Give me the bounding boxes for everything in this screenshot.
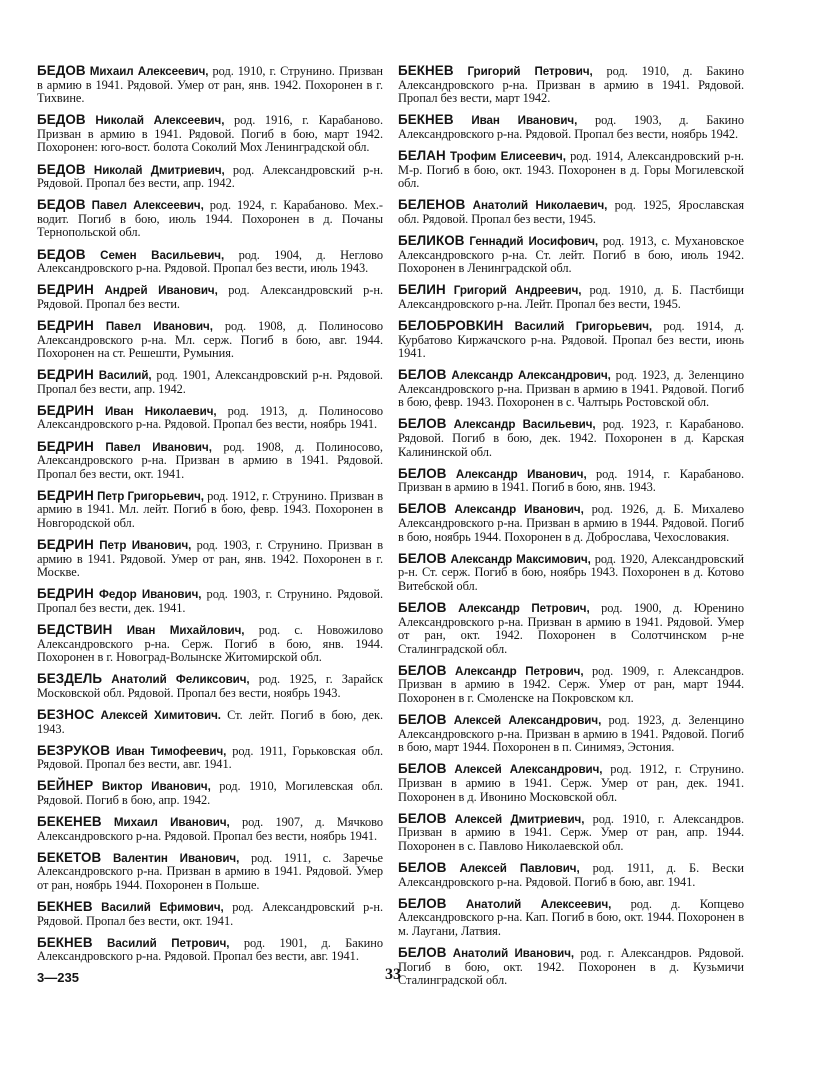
entry-surname: БЕЛОВ [398,465,447,481]
entry-details: род. 1920, Александровский р-н. Ст. серж. Погиб в бою, ноябрь 1943. Похоронен в д. Котово Витебской обл. [398,551,744,593]
entry-surname: БЕЛОВ [398,860,447,875]
entry-details: род. Александровский р-н. Рядовой. Пропал без вести, апр. 1942. [37,162,383,191]
entry-surname: БЕКЕТОВ [37,849,102,865]
entry-surname: БЕДОВ [37,246,86,262]
biography-entry [37,319,383,361]
entry-given-name: Василий Григорьевич, [514,319,653,333]
entry-details: род. Александровский р-н. Рядовой. Пропал без вести, окт. 1941. [37,900,383,928]
entry-given-name: Павел Иванович, [105,440,212,454]
right-column [398,64,744,995]
biography-entry [37,163,383,191]
biography-entry [398,64,744,106]
biography-entry [398,762,744,804]
biography-entry [398,149,744,191]
entry-details: род. 1924, г. Карабаново. Мех.-водит. Погиб в бою, июль 1944. Похоронен в д. Почаны Тернопольской обл. [37,198,384,240]
entry-surname: БЕЛОВ [398,600,447,615]
entry-given-name: Алексей Павлович, [459,862,580,875]
entry-surname: БЕКНЕВ [398,112,454,128]
entry-surname: БЕКНЕВ [398,63,454,78]
entry-details: род. 1901, д. Бакино Александровского р-на. Рядовой. Пропал без вести, авг. 1941. [37,935,383,964]
biography-entry [37,672,383,700]
biography-entry [398,502,744,544]
entry-surname: БЕЛОВ [398,761,447,777]
entry-surname: БЕЗНОС [37,707,95,723]
entry-details: род. 1908, д. Полиносово Александровского р-на. Мл. серж. Погиб в бою, авг. 1944. Похоронен на ст. Решешти, Румыния. [37,318,383,361]
entry-surname: БЕЙНЕР [37,778,94,794]
biography-entry [37,538,383,580]
entry-details: род. 1910, г. Александров. Призван в армию в 1941. Серж. Умер от ран, апр. 1944. Похоронен в с. Павлово Николаевской обл. [398,811,744,853]
biography-entry [37,708,383,736]
entry-surname: БЕДРИН [37,402,94,418]
biography-entry [37,779,383,807]
entry-surname: БЕДРИН [37,282,94,298]
entry-surname: БЕДРИН [37,537,94,553]
entry-surname: БЕДОВ [37,161,86,177]
entry-surname: БЕЛЕНОВ [398,197,466,213]
entry-surname: БЕЛОВ [398,895,447,911]
entry-given-name: Александр Иванович, [455,467,587,481]
biography-entry [398,812,744,854]
entry-given-name: Павел Алексеевич, [91,199,204,213]
entry-given-name: Александр Васильевич, [453,418,596,432]
entry-surname: БЕЛИН [398,282,446,298]
biography-entry [37,368,383,396]
entry-details: род. 1909, г. Александров. Призван в армию в 1942. Серж. Умер от ран, март 1944. Похоронен в г. Смоленске на Покровском кл. [398,663,744,706]
entry-surname: БЕДРИН [37,487,94,503]
entry-given-name: Семен Васильевич, [100,248,225,262]
entry-given-name: Алексей Дмитриевич, [454,812,585,826]
entry-surname: БЕКНЕВ [37,934,93,950]
entry-details: род. 1901, Александровский р-н. Рядовой. Пропал без вести, апр. 1942. [37,368,383,396]
biography-entry [398,601,744,656]
signature-code: 3—235 [37,970,79,985]
left-column [37,64,383,971]
entry-surname: БЕЛАН [398,147,446,163]
entry-surname: БЕЛОВ [398,662,447,678]
biography-entry [398,113,744,141]
biography-entry [398,946,744,988]
biography-entry [398,283,744,311]
entry-given-name: Александр Петрович, [458,602,590,615]
entry-surname: БЕДОВ [37,63,86,78]
entry-details: род. 1904, д. Неглово Александровского р-на. Рядовой. Пропал без вести, июль 1943. [37,247,383,276]
biography-entry [37,587,383,615]
entry-details: род. 1923, д. Зеленцино Александровского р-на. Призван в армию в 1941. Рядовой. Погиб в бою, февр. 1943. Похоронен в с. Чалтырь Ростовской обл. [398,368,744,410]
entry-surname: БЕКЕНЕВ [37,814,102,830]
biography-entry [398,664,744,706]
entry-details: род. 1914, Александровский р-н. М-р. Погиб в бою, окт. 1943. Похоронен в д. Горы Могилевской обл. [398,148,744,191]
entry-surname: БЕДРИН [37,317,94,333]
entry-surname: БЕДРИН [37,438,94,454]
entry-details: род. 1900, д. Юренино Александровского р-на. Призван в армию в 1941. Рядовой. Умер от ран, окт. 1942. Похоронен в Солотчинском р-не Сталинградской обл. [398,601,744,656]
entry-details: род. 1910, Могилевская обл. Рядовой. Погиб в бою, апр. 1942. [37,779,383,808]
entry-surname: БЕДРИН [37,586,94,602]
biography-entry [398,713,744,755]
entry-details: род. 1911, Горьковская обл. Рядовой. Пропал без вести, авг. 1941. [37,743,383,772]
entry-details: род. 1913, с. Мухановское Александровского р-на. Ст. лейт. Погиб в бою, июль 1942. Похоронен в Ленинградской обл. [398,233,745,276]
entry-given-name: Павел Иванович, [105,319,213,333]
biography-entry [37,489,383,531]
entry-details: род. 1903, г. Струнино. Рядовой. Пропал без вести, дек. 1941. [37,587,383,615]
entry-given-name: Иван Михайлович, [126,624,245,638]
biography-entry [398,417,744,459]
entry-details: род. 1903, г. Струнино. Призван в армию в 1941. Рядовой. Умер от ран, янв. 1942. Похоронен в г. Москве. [37,538,383,580]
entry-surname: БЕЛОВ [398,550,447,566]
entry-given-name: Анатолий Феликсович, [111,673,250,687]
entry-surname: БЕЛОВ [398,712,447,728]
entry-details: род. 1913, д. Полиносово Александровского р-на. Рядовой. Пропал без вести, ноябрь 1941. [37,403,383,432]
entry-given-name: Геннадий Иосифович, [469,234,599,248]
entry-given-name: Михаил Алексеевич, [89,65,209,78]
biography-entry [37,248,383,276]
entry-given-name: Михаил Иванович, [113,816,230,830]
biography-entry [398,319,744,361]
entry-given-name: Иван Тимофеевич, [115,744,227,758]
entry-details: род. 1914, д. Курбатово Киржачского р-на. Рядовой. Пропал без вести, июнь 1941. [398,318,744,361]
entry-given-name: Виктор Иванович, [101,780,211,794]
entry-details: род. 1912, г. Струнино. Призван в армию в 1941. Мл. лейт. Погиб в бою, февр. 1943. Похоронен в Новгородской обл. [37,488,383,531]
entry-details: род. 1908, д. Полиносово, Александровского р-на. Призван в армию в 1941. Рядовой. Пропал без вести, окт. 1941. [37,439,383,481]
entry-details: род. 1923, г. Карабаново. Рядовой. Погиб в бою, дек. 1942. Похоронен в д. Карская Калининской обл. [398,417,744,459]
entry-given-name: Александр Максимович, [450,552,591,566]
biography-entry [398,198,744,226]
entry-details: род. д. Копцево Александровского р-на. Кап. Погиб в бою, окт. 1944. Похоронен в м. Лаугани, Латвия. [398,896,744,938]
entry-surname: БЕЛОБРОВКИН [398,317,504,333]
biography-entry [37,744,383,772]
entry-given-name: Федор Иванович, [99,588,202,602]
entry-given-name: Алексей Химитович. [100,709,221,723]
entry-given-name: Григорий Петрович, [467,65,593,78]
biography-entry [37,815,383,843]
entry-details: род. 1910, д. Бакино Александровского р-на. Призван в армию в 1941. Рядовой. Пропал без вести, март 1942. [398,64,744,106]
entry-given-name: Анатолий Алексеевич, [465,897,612,911]
entry-surname: БЕЛИКОВ [398,232,465,248]
entry-details: род. 1907, д. Мячково Александровского р-на. Рядовой. Пропал без вести, ноябрь 1941. [37,815,383,843]
biography-entry [37,404,383,432]
entry-surname: БЕКНЕВ [37,899,93,915]
entry-details: род. 1923, д. Зеленцино Александровского р-на. Призван в армию в 1941. Рядовой. Погиб в бою, март 1944. Похоронен в п. Синимяэ, Эстония. [398,713,744,755]
entry-details: род. с. Новожилово Александровского р-на. Серж. Погиб в бою, янв. 1944. Похоронен в г. Новоград-Волынске Житомирской обл. [37,623,383,665]
entry-surname: БЕДРИН [37,367,94,383]
entry-details: род. 1914, г. Карабаново. Призван в армию в 1941. Погиб в бою, янв. 1943. [398,466,744,495]
entry-surname: БЕЗРУКОВ [37,742,111,758]
entry-details: род. 1926, д. Б. Михалево Александровского р-на. Призван в армию в 1944. Рядовой. Погиб в бою, ноябрь 1944. Похоронен в д. Доброслава, Чехословакия. [398,502,744,544]
entry-given-name: Петр Григорьевич, [97,489,204,503]
entry-given-name: Василий, [98,369,152,383]
entry-details: род. 1911, д. Б. Вески Александровского р-на. Рядовой. Погиб в бою, авг. 1941. [398,861,744,889]
entry-given-name: Алексей Александрович, [454,763,603,777]
page-number: 33 [385,966,401,983]
entry-given-name: Иван Николаевич, [104,404,217,418]
biography-entry [37,623,383,665]
entry-given-name: Андрей Иванович, [104,284,218,298]
entry-details: род. 1912, г. Струнино. Призван в армию в 1941. Серж. Умер от ран, дек. 1941. Похоронен в д. Ивонино Московской обл. [398,762,744,804]
entry-details: Ст. лейт. Погиб в бою, дек. 1943. [37,708,383,736]
entry-details: род. Александровский р-н. Рядовой. Пропал без вести. [37,283,383,311]
entry-surname: БЕДОВ [37,112,86,128]
biography-entry [398,467,744,495]
biography-entry [37,283,383,311]
entry-given-name: Александр Иванович, [454,503,584,517]
entry-given-name: Николай Дмитриевич, [93,163,225,177]
biography-entry [398,552,744,594]
biography-entry [398,897,744,939]
biography-entry [37,936,383,964]
entry-given-name: Григорий Андреевич, [453,284,582,298]
entry-given-name: Петр Иванович, [99,539,192,553]
biography-entry [37,440,383,482]
entry-details: род. 1925, Ярославская обл. Рядовой. Пропал без вести, 1945. [398,198,744,226]
entry-details: род. 1903, д. Бакино Александровского р-на. Рядовой. Пропал без вести, ноябрь 1942. [398,113,744,141]
biography-entry [37,113,383,155]
entry-given-name: Трофим Елисеевич, [449,149,566,163]
entry-given-name: Василий Петрович, [107,936,230,950]
entry-surname: БЕЛОВ [398,501,447,517]
entry-details: род. 1910, д. Б. Пастбищи Александровского р-на. Лейт. Пропал без вести, 1945. [398,283,744,311]
entry-surname: БЕЗДЕЛЬ [37,671,103,687]
entry-given-name: Анатолий Иванович, [452,946,575,960]
entry-details: род. 1911, с. Заречье Александровского р-на. Призван в армию в 1941. Рядовой. Умер от ран, ноябрь 1944. Похоронен в Польше. [37,850,383,892]
entry-given-name: Николай Алексеевич, [95,114,225,128]
entry-given-name: Алексей Александрович, [453,714,602,728]
biography-entry [37,64,383,106]
entry-given-name: Валентин Иванович, [112,851,240,865]
entry-surname: БЕЛОВ [398,416,447,432]
entry-surname: БЕЛОВ [398,810,447,826]
entry-surname: БЕДОВ [37,197,86,213]
entry-given-name: Иван Иванович, [471,114,578,128]
entry-given-name: Александр Петрович, [455,664,584,678]
biography-entry [37,198,383,240]
biography-entry [398,368,744,410]
biography-entry [398,234,744,276]
biography-entry [37,900,383,928]
entry-given-name: Анатолий Николаевич, [472,199,608,213]
entry-given-name: Александр Александрович, [451,369,611,383]
entry-surname: БЕЛОВ [398,367,447,383]
entry-surname: БЕДСТВИН [37,622,113,638]
entry-details: род. 1925, г. Зарайск Московской обл. Рядовой. Пропал без вести, ноябрь 1943. [37,672,383,700]
entry-details: род. 1916, г. Карабаново. Призван в армию в 1941. Рядовой. Погиб в бою, март 1942. Похоронен: юго-вост. болота Соколий Мох Ленинградской обл. [37,113,384,155]
entry-given-name: Василий Ефимович, [101,901,224,915]
entry-surname: БЕЛОВ [398,944,447,960]
biography-entry [398,861,744,889]
entry-details: род. 1910, г. Струнино. Призван в армию в 1941. Рядовой. Умер от ран, янв. 1942. Похоронен в г. Тихвине. [37,64,383,106]
biography-entry [37,851,383,893]
entry-details: род. г. Александров. Рядовой. Погиб в бою, окт. 1942. Похоронен в д. Кузьмичи Сталинградской обл. [398,945,744,988]
